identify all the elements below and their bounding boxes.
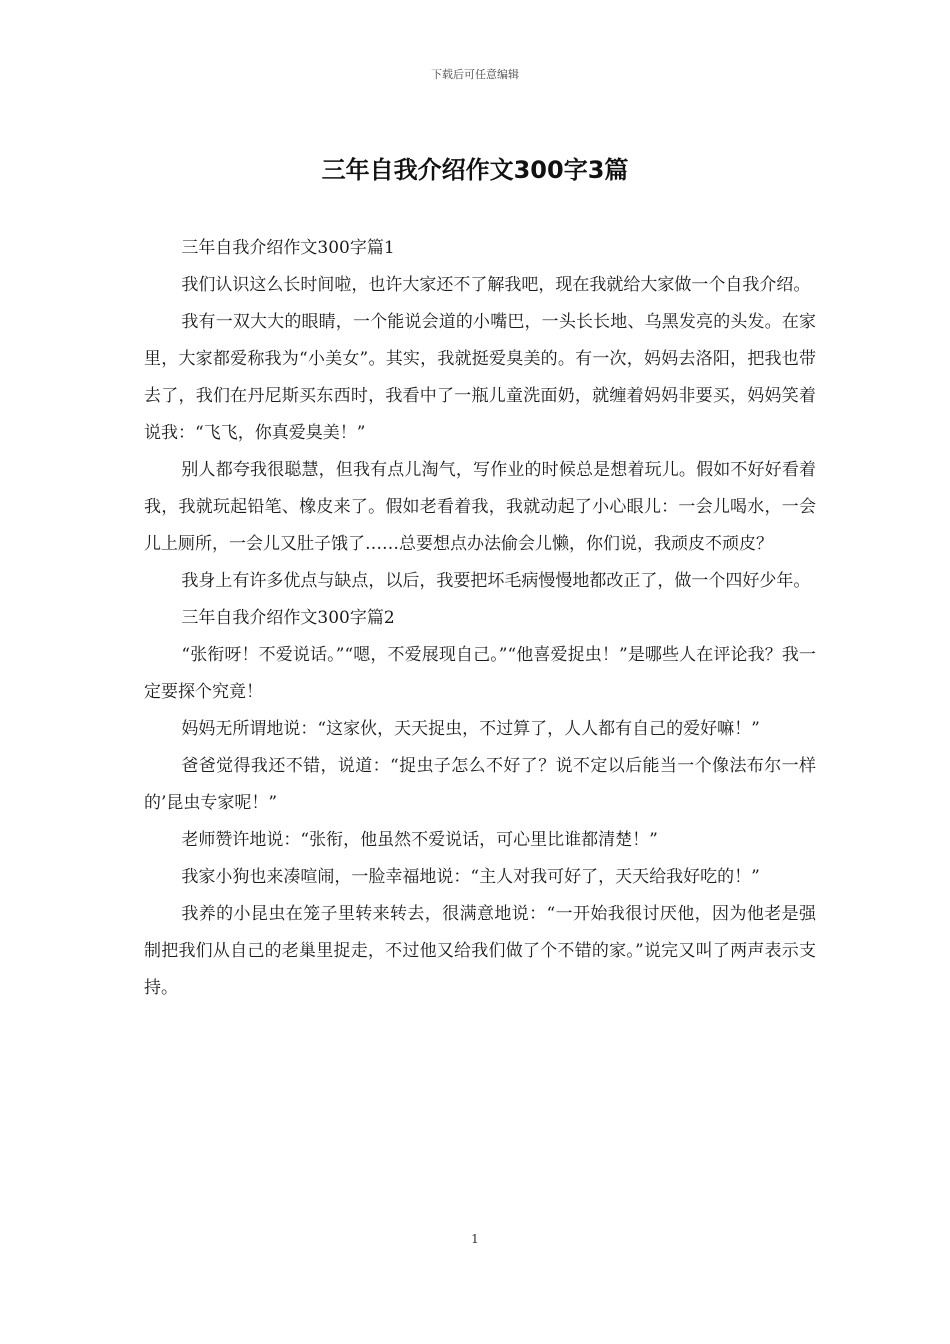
- paragraph: 老师赞许地说：“张衔，他虽然不爱说话，可心里比谁都清楚！”: [181, 830, 658, 850]
- document-title: 三年自我介绍作文300字3篇: [321, 156, 629, 184]
- document-body: [144, 230, 816, 1007]
- page-number: 1: [471, 1232, 479, 1246]
- paragraph: “张衔呀！不爱说话。”“嗯，不爱展现自己。”“他喜爱捉虫！”是哪些人在评论我？我一定要探个究竟！: [144, 645, 816, 702]
- paragraph: 爸爸觉得我还不错，说道：“捉虫子怎么不好了？说不定以后能当一个像法布尔一样的’昆虫专家呢！”: [144, 756, 816, 813]
- paragraph: 我家小狗也来凑喧闹，一脸幸福地说：“主人对我可好了，天天给我好吃的！”: [181, 867, 760, 887]
- paragraph: 别人都夸我很聪慧，但我有点儿淘气，写作业的时候总是想着玩儿。假如不好好看着我，我就玩起铅笔、橡皮来了。假如老看着我，我就动起了小心眼儿：一会儿喝水，一会儿上厕所，一会儿又肚子饿了……总要想点办法偷会儿懒，你们说，我顽皮不顽皮？: [144, 460, 816, 554]
- paragraph: 我们认识这么长时间啦，也许大家还不了解我吧，现在我就给大家做一个自我介绍。: [181, 275, 811, 295]
- section-heading-1: 三年自我介绍作文300字篇1: [181, 238, 395, 258]
- paragraph: 妈妈无所谓地说：“这家伙，天天捉虫，不过算了，人人都有自己的爱好嘛！”: [181, 719, 760, 739]
- section-heading-2: 三年自我介绍作文300字篇2: [181, 608, 395, 628]
- header-note: 下载后可任意编辑: [431, 68, 519, 81]
- paragraph: 我身上有许多优点与缺点，以后，我要把坏毛病慢慢地都改正了，做一个四好少年。: [181, 571, 811, 591]
- paragraph: 我养的小昆虫在笼子里转来转去，很满意地说：“一开始我很讨厌他，因为他老是强制把我们从自己的老巢里捉走，不过他又给我们做了个不错的家。”说完又叫了两声表示支持。: [144, 904, 816, 998]
- paragraph: 我有一双大大的眼睛，一个能说会道的小嘴巴，一头长长地、乌黑发亮的头发。在家里，大家都爱称我为“小美女”。其实，我就挺爱臭美的。有一次，妈妈去洛阳，把我也带去了，我们在丹尼斯买东西时，我看中了一瓶儿童洗面奶，就缠着妈妈非要买，妈妈笑着说我：“飞飞，你真爱臭美！”: [144, 312, 816, 443]
